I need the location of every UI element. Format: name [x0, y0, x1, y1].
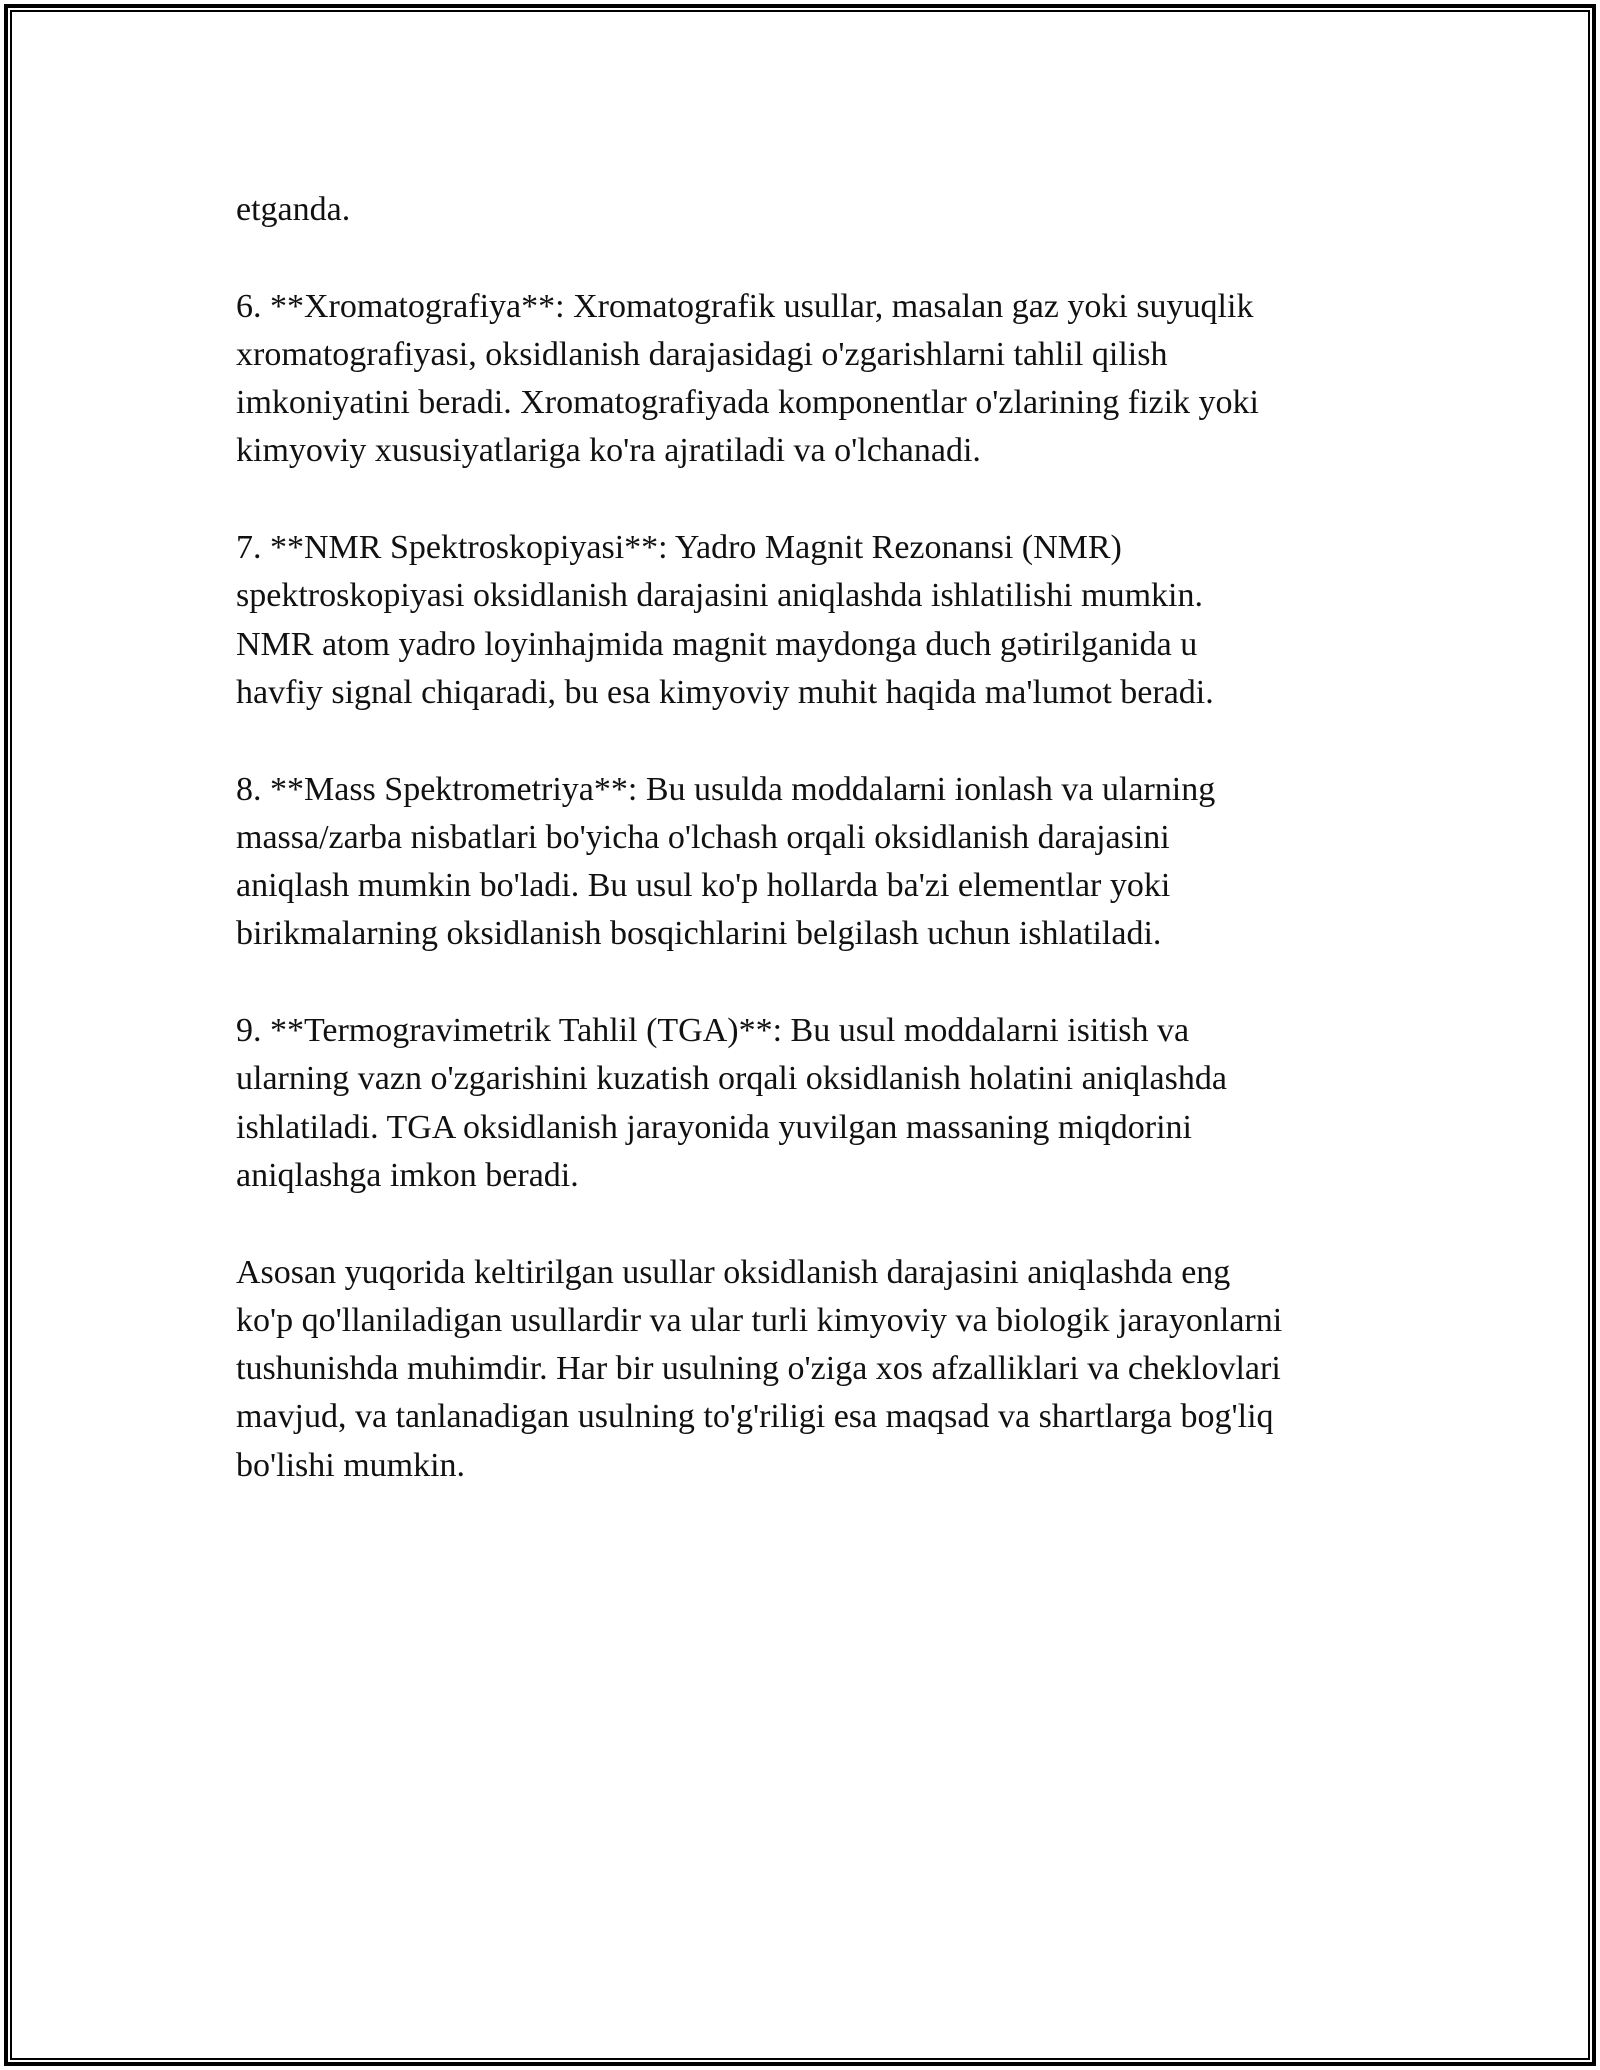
paragraph-termogravimetrik-tahlil: 9. **Termogravimetrik Tahlil (TGA)**: Bu usul moddalarni isitish va ularning vazn o'zgarishini kuzatish orqali oksidlanish holatini aniqlashda ishlatiladi. TGA oksidlanish jarayonida yuvilgan massaning miqdorini aniqlashga imkon beradi. — [236, 1012, 1227, 1194]
paragraph-xromatografiya: 6. **Xromatografiya**: Xromatografik usullar, masalan gaz yoki suyuqlik xromatografiyasi, oksidlanish darajasidagi o'zgarishlarni tahlil qilish imkoniyatini beradi. Xromatografiyada komponentlar o'zlarining fizik yoki kimyoviy xususiyatlariga ko'ra ajratiladi va o'lchanadi. — [236, 287, 1260, 470]
document-body — [236, 186, 1396, 1538]
paragraph-nmr-spektroskopiyasi: 7. **NMR Spektroskopiyasi**: Yadro Magnit Rezonansi (NMR) spektroskopiyasi oksidlanish darajasini aniqlashda ishlatilishi mumkin. NMR atom yadro loyinhajmida magnit maydonga duch gətirilganida u havfiy signal chiqaradi, bu esa kimyoviy muhit haqida ma'lumot beradi. — [236, 529, 1214, 711]
paragraph-mass-spektrometriya: 8. **Mass Spektrometriya**: Bu usulda moddalarni ionlash va ularning massa/zarba nisbatlari bo'yicha o'lchash orqali oksidlanish darajasini aniqlash mumkin bo'ladi. Bu usul ko'p hollarda ba'zi elementlar yoki birikmalarning oksidlanish bosqichlarini belgilash uchun ishlatiladi. — [236, 770, 1216, 953]
paragraph-conclusion: Asosan yuqorida keltirilgan usullar oksidlanish darajasini aniqlashda eng ko'p qo'llaniladigan usullardir va ular turli kimyoviy va biologik jarayonlarni tushunishda muhimdir. Har bir usulning o'ziga xos afzalliklari va cheklovlari mavjud, va tanlanadigan usulning to'g'riligi esa maqsad va shartlarga bog'liq bo'lishi mumkin. — [236, 1253, 1283, 1484]
paragraph-continuation: etganda. — [236, 191, 351, 228]
